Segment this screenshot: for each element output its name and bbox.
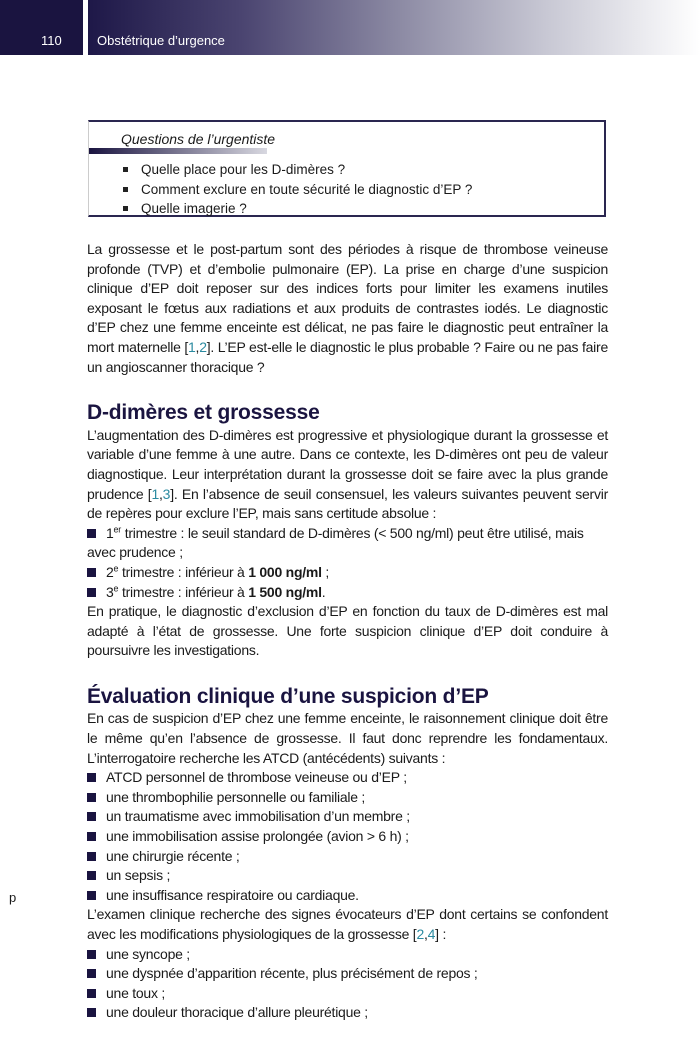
evaluation-paragraph: En cas de suspicion d’EP chez une femme enceinte, le raisonnement clinique doit être le même qu’en l’absence de grossesse. Il faut donc reprendre les fondamentaux. L’interrogatoire recherche les ATCD (antécédents) suivants : [87, 710, 608, 766]
list-item: une syncope ; [87, 945, 608, 965]
trimester-text: trimestre : inférieur à [118, 563, 249, 580]
reference-link[interactable]: 4 [427, 926, 436, 942]
body-content [87, 240, 608, 1023]
reference-link[interactable]: 2 [199, 338, 207, 355]
trimester-text: trimestre : le seuil standard de D-dimères (< 500 ng/ml) peut être utilisé, mais avec prudence ; [87, 524, 584, 561]
section-heading-d-dimeres: D-dimères et grossesse [87, 401, 320, 425]
list-item: une insuffisance respiratoire ou cardiaque. [87, 886, 608, 906]
questions-list [123, 160, 472, 219]
running-title: Obstétrique d’urgence [97, 33, 225, 48]
clinical-signs-list [87, 945, 608, 1023]
section-heading-evaluation: Évaluation clinique d’une suspicion d’EP [87, 684, 489, 708]
title-underline-bar [89, 148, 267, 154]
clinical-exam-paragraph [87, 905, 608, 944]
margin-mark: p [9, 890, 17, 905]
paragraph-text: , [423, 926, 428, 942]
trimester-end: . [321, 583, 326, 600]
list-item: un sepsis ; [87, 866, 608, 886]
paragraph-text: ]. En l’absence de seuil consensuel, les valeurs suivantes peuvent servir de repères pour exclure l’EP, mais sans certitude absolue : [87, 485, 608, 522]
reference-link[interactable]: 1 [151, 485, 159, 502]
reference-link[interactable]: 1 [188, 338, 196, 355]
trimester-sup: e [113, 563, 119, 574]
trimester-text: trimestre : inférieur à [118, 583, 249, 600]
trimester-sup: er [113, 524, 122, 535]
list-item: un traumatisme avec immobilisation d’un membre ; [87, 807, 608, 827]
list-item: une dyspnée d’apparition récente, plus précisément de repos ; [87, 964, 608, 984]
paragraph-text: La grossesse et le post-partum sont des périodes à risque de thrombose veineuse profonde (TVP) et d’embolie pulmonaire (EP). La prise en charge d’une suspicion clinique d’EP doit reposer sur des indices forts pour limiter les examens inutiles exposant le fœtus aux radiations et aux produits de contrastes iodés. Le diagnostic d’EP chez une femme enceinte est délicat, ne pas faire le diagnostic peut entraîner la mort maternelle [ [87, 241, 608, 355]
trimester-bold: 1 000 ng/ml [248, 563, 322, 580]
paragraph-text: , [195, 338, 200, 355]
trimester-ordinal: 3 [106, 583, 114, 600]
question-item: Comment exclure en toute sécurité le diagnostic d’EP ? [123, 180, 472, 200]
question-item: Quelle place pour les D-dimères ? [123, 160, 472, 180]
list-item: une douleur thoracique d’allure pleurétique ; [87, 1003, 608, 1023]
atcd-list [87, 768, 608, 905]
questions-box-title: Questions de l’urgentiste [121, 131, 276, 147]
trimester-item [87, 583, 608, 603]
trimester-end: ; [321, 563, 330, 580]
reference-link[interactable]: 2 [416, 926, 424, 942]
paragraph-text: L’augmentation des D-dimères est progressive et physiologique durant la grossesse et variable d’une femme à une autre. Dans ce contexte, les D-dimères ont peu de valeur diagnostique. Leur interprétation durant la grossesse doit se faire avec la plus grande prudence [ [87, 426, 608, 502]
intro-paragraph [87, 240, 608, 377]
list-item: une thrombophilie personnelle ou familiale ; [87, 788, 608, 808]
trimester-bold: 1 500 ng/ml [248, 583, 322, 600]
list-item: ATCD personnel de thrombose veineuse ou d’EP ; [87, 768, 608, 788]
paragraph-text: L’examen clinique recherche des signes évocateurs d’EP dont certains se confondent avec les modifications physiologiques de la grossesse [ [87, 906, 608, 942]
paragraph-text: ] : [435, 926, 447, 942]
question-item: Quelle imagerie ? [123, 199, 472, 219]
reference-link[interactable]: 3 [162, 485, 171, 502]
trimester-ordinal: 2 [106, 563, 114, 580]
trimester-ordinal: 1 [106, 524, 114, 541]
trimester-list [87, 524, 608, 602]
paragraph-text: , [159, 485, 163, 502]
list-item: une toux ; [87, 984, 608, 1004]
page-number: 110 [41, 33, 62, 48]
trimester-item [87, 524, 608, 563]
trimester-item [87, 563, 608, 583]
page-header [0, 0, 700, 55]
list-item: une immobilisation assise prolongée (avion > 6 h) ; [87, 827, 608, 847]
list-item: une chirurgie récente ; [87, 847, 608, 867]
paragraph-text: ]. L’EP est-elle le diagnostic le plus probable ? Faire ou ne pas faire un angioscanner thoracique ? [87, 338, 608, 375]
questions-box [88, 120, 606, 217]
d-dimeres-conclusion: En pratique, le diagnostic d’exclusion d’EP en fonction du taux de D-dimères est mal adapté à l’état de grossesse. Une forte suspicion clinique d’EP doit conduire à poursuivre les investigations. [87, 603, 608, 659]
trimester-sup: e [113, 582, 119, 593]
d-dimeres-paragraph [87, 426, 608, 524]
